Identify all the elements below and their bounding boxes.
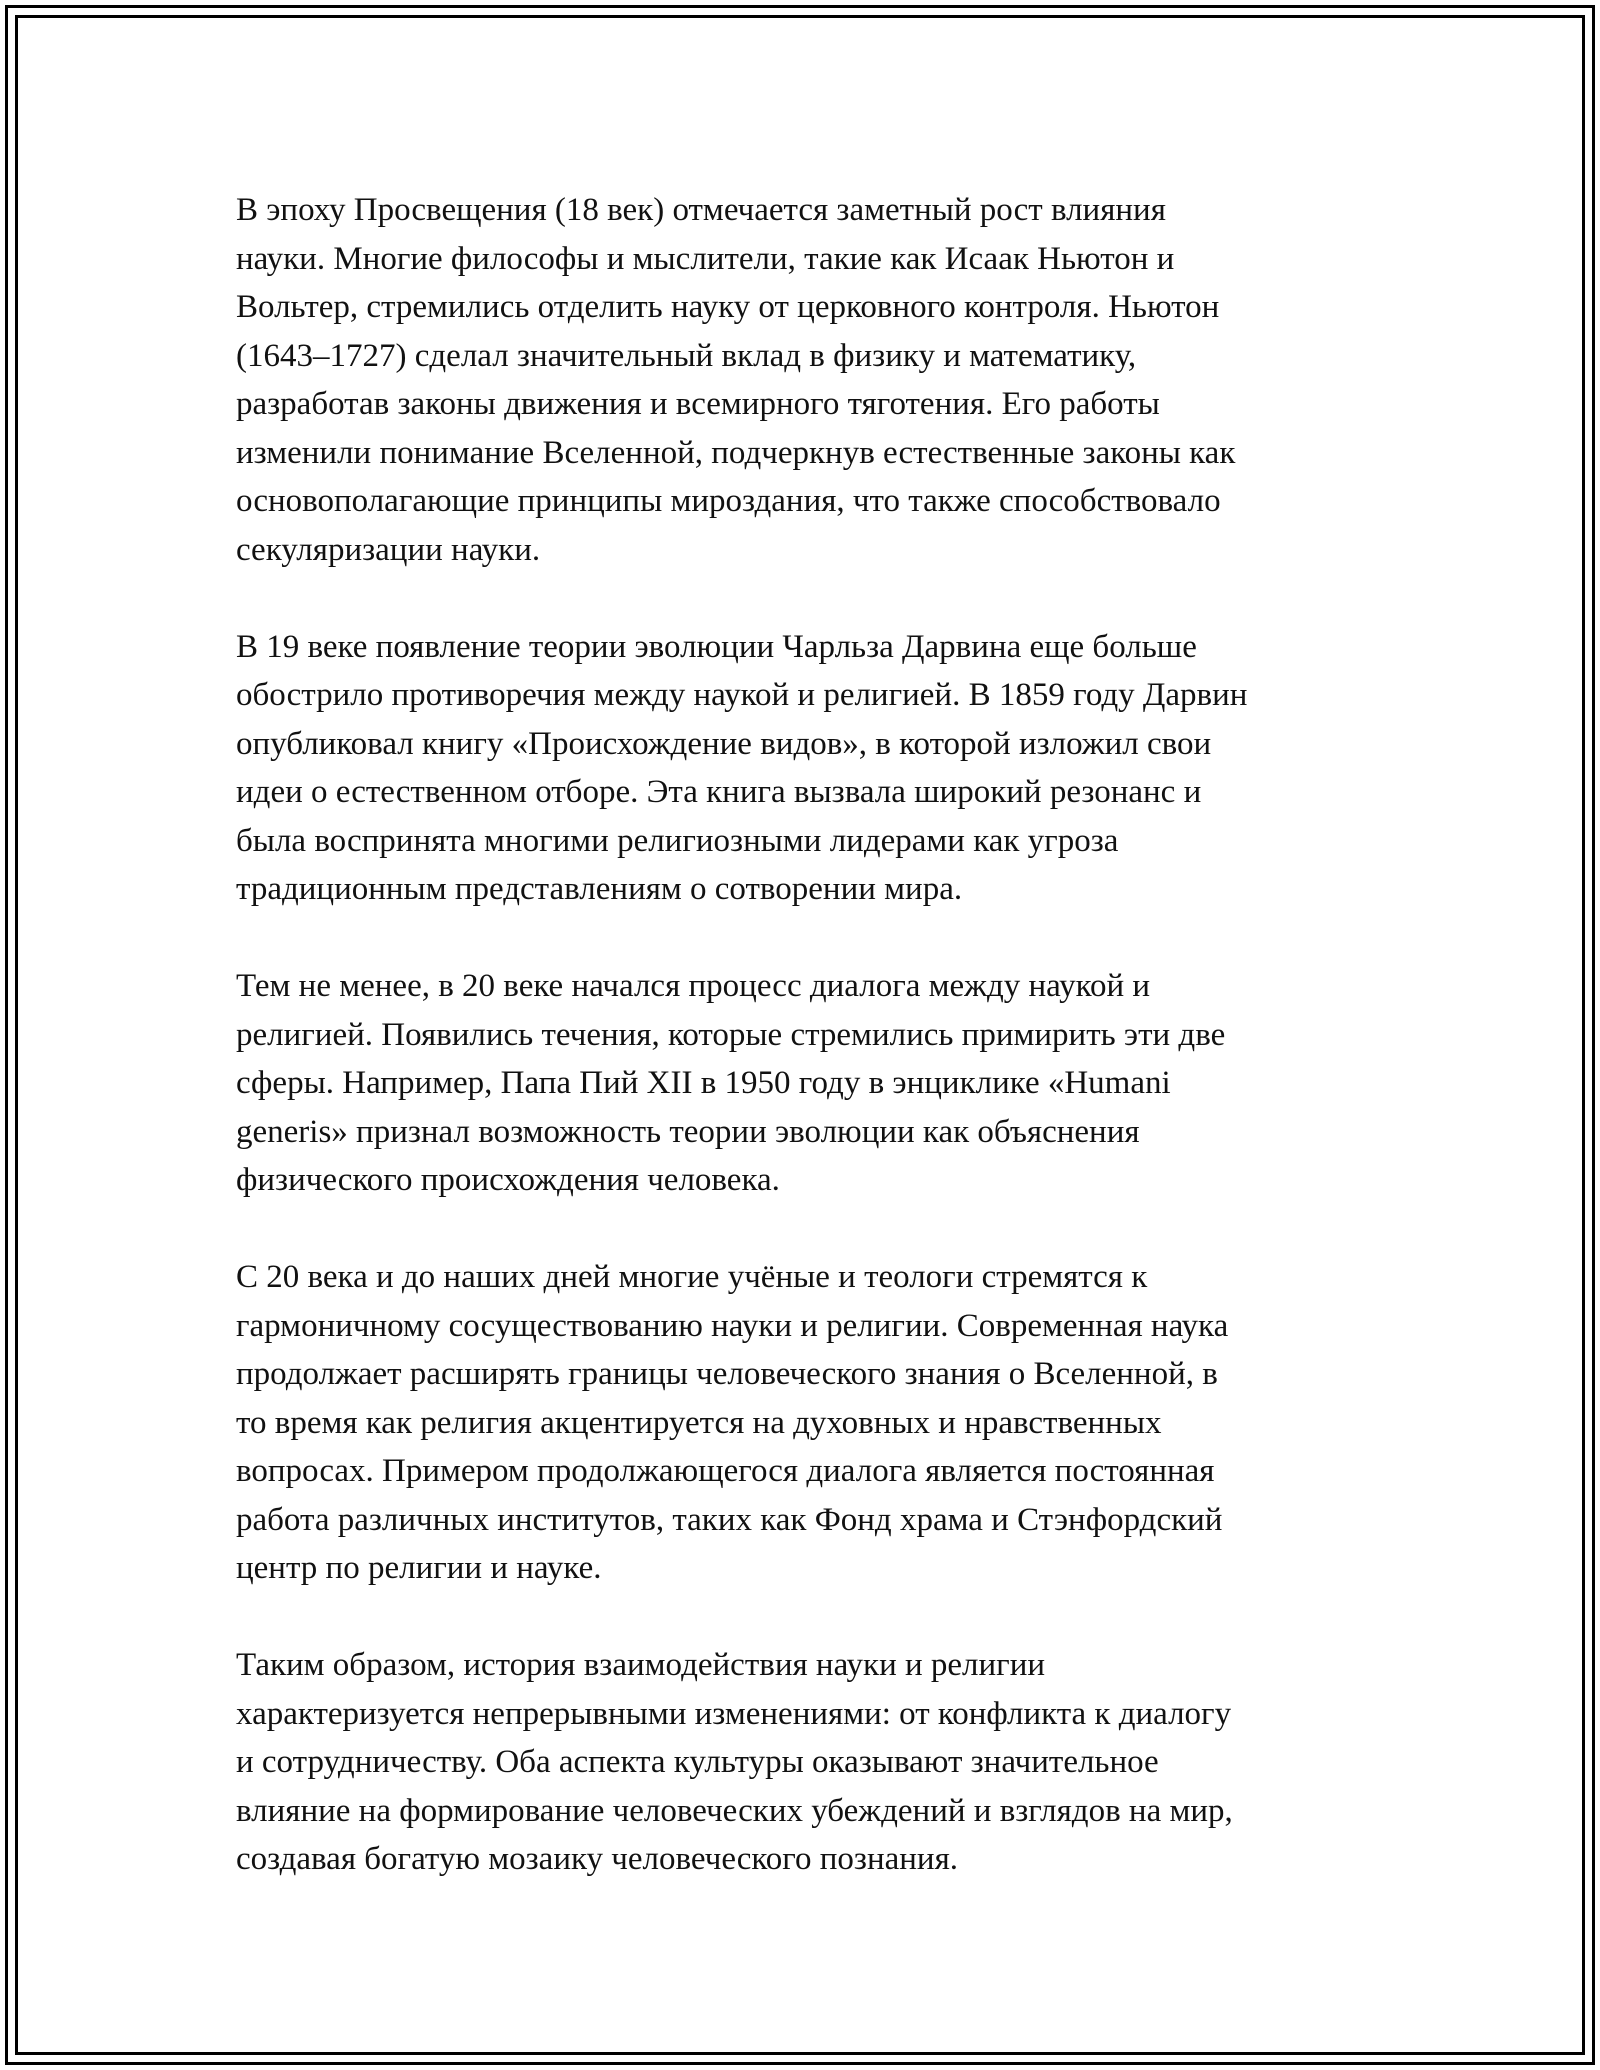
paragraph-darwin: В 19 веке появление теории эволюции Чарльза Дарвина еще больше обострило противоречия между наукой и религией. В 1859 году Дарвин опубликовал книгу «Происхождение видов», в которой изложил свои идеи о естественном отборе. Эта книга вызвала широкий резонанс и была воспринята многими религиозными лидерами как угроза традиционным представлениям о сотворении мира. <box>236 628 1248 907</box>
document-body <box>236 186 1386 1932</box>
paragraph-modern-coexistence: С 20 века и до наших дней многие учёные и теологи стремятся к гармоничному сосуществованию науки и религии. Современная наука продолжает расширять границы человеческого знания о Вселенной, в то время как религия акцентируется на духовных и нравственных вопросах. Примером продолжающегося диалога является постоянная работа различных институтов, таких как Фонд храма и Стэнфордский центр по религии и науке. <box>236 1259 1229 1586</box>
paragraph-conclusion: Таким образом, история взаимодействия науки и религии характеризуется непрерывными изменениями: от конфликта к диалогу и сотрудничеству. Оба аспекта культуры оказывают значительное влияние на формирование человеческих убеждений и взглядов на мир, создавая богатую мозаику человеческого познания. <box>236 1647 1233 1877</box>
paragraph-twentieth-century-dialogue: Тем не менее, в 20 веке начался процесс диалога между наукой и религией. Появились течения, которые стремились примирить эти две сферы. Например, Папа Пий XII в 1950 году в энциклике «Humani generis» признал возможность теории эволюции как объяснения физического происхождения человека. <box>236 968 1226 1198</box>
paragraph-enlightenment: В эпоху Просвещения (18 век) отмечается заметный рост влияния науки. Многие философы и мыслители, такие как Исаак Ньютон и Вольтер, стремились отделить науку от церковного контроля. Ньютон (1643–1727) сделал значительный вклад в физику и математику, разработав законы движения и всемирного тяготения. Его работы изменили понимание Вселенной, подчеркнув естественные законы как основополагающие принципы мироздания, что также способствовало секуляризации науки. <box>236 192 1236 568</box>
